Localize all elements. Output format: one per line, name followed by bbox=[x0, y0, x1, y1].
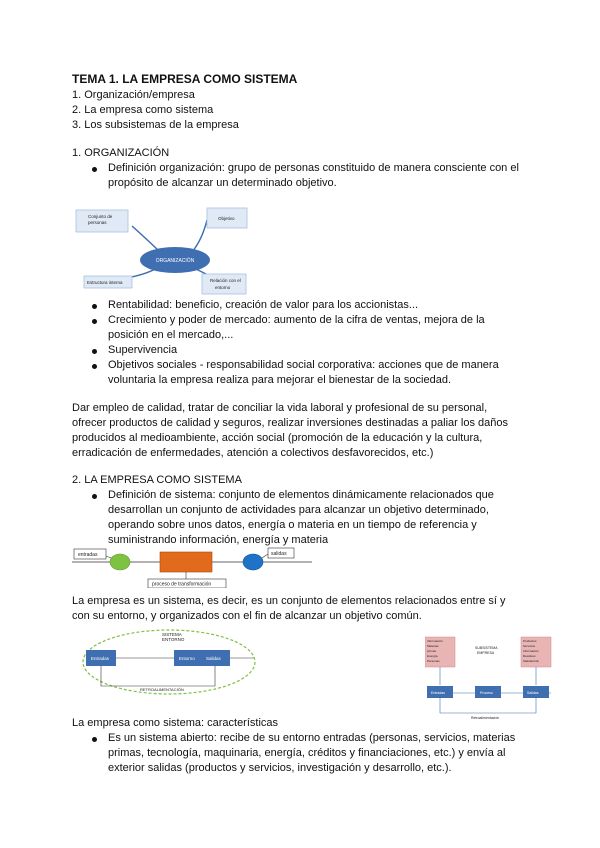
subsystem-label: SUBSISTEMA bbox=[475, 646, 498, 650]
list-item: Productos bbox=[523, 639, 537, 643]
bullet-text: primas, tecnología, maquinaria, energía, créditos y financiaciones, etc.) y envía al bbox=[108, 747, 506, 759]
input-label: entradas bbox=[78, 552, 98, 558]
bullet-dot bbox=[92, 319, 97, 324]
bullet-dot bbox=[92, 349, 97, 354]
enterprise-system-diagram bbox=[78, 628, 260, 708]
bullet-text: voluntaria la empresa realiza para mejorar el bienestar de la sociedad. bbox=[108, 374, 452, 386]
bullet-text: Objetivos sociales - responsabilidad social corporativa: acciones que de manera bbox=[108, 359, 499, 371]
section-heading: 2. LA EMPRESA COMO SISTEMA bbox=[72, 474, 242, 486]
subheading: La empresa como sistema: características bbox=[72, 717, 279, 729]
node-label: Estructura interna bbox=[87, 280, 123, 285]
bullet-dot bbox=[92, 494, 97, 499]
bullet-text: posición en el mercado,... bbox=[108, 329, 234, 341]
input-node bbox=[110, 554, 130, 570]
node-label: personas bbox=[88, 220, 107, 225]
paragraph-line: erradicación de enfermedades, atención a colectivos desfavorecidos, etc.) bbox=[72, 447, 434, 459]
toc-item: 3. Los subsistemas de la empresa bbox=[72, 119, 239, 131]
bullet-text: exterior salidas (productos y servicios, investigación y desarrollo, etc.). bbox=[108, 762, 452, 774]
paragraph-line: Dar empleo de calidad, tratar de conciliar la vida laboral y profesional de su personal, bbox=[72, 402, 488, 414]
output-node bbox=[243, 554, 263, 570]
node-label: Relación con el bbox=[210, 278, 241, 283]
feedback-label: RETROALIMENTACIÓN bbox=[140, 687, 184, 692]
list-item: Residuos bbox=[523, 654, 536, 658]
feedback-label: Retroalimentación bbox=[471, 716, 500, 720]
box-label: Proceso bbox=[480, 691, 493, 695]
definition-text: operando sobre unos datos, energía o materia en un tiempo de referencia y bbox=[108, 519, 477, 531]
box-label: Entradas bbox=[431, 691, 446, 695]
system-diagram bbox=[72, 546, 312, 588]
paragraph-line: ofrecer productos de calidad y seguros, realizar inversiones destinadas a paliar los daños bbox=[72, 417, 508, 429]
node-label: Conjunto de bbox=[88, 214, 113, 219]
definition-text: Definición de sistema: conjunto de elementos dinámicamente relacionados que bbox=[108, 489, 494, 501]
list-item: Servicios bbox=[523, 644, 536, 648]
node-environment bbox=[202, 274, 246, 294]
paragraph-line: con su entorno, y organizados con el fin de alcanzar un objetivo común. bbox=[72, 610, 422, 622]
box-label: Salidas bbox=[206, 656, 221, 661]
definition-text: Definición organización: grupo de personas constituido de manera consciente con el bbox=[108, 162, 519, 174]
list-item: Energía bbox=[427, 654, 438, 658]
list-item: Información bbox=[523, 649, 539, 653]
definition-text: desarrollan un conjunto de actividades para alcanzar un objetivo determinado, bbox=[108, 504, 489, 516]
box-label: Entradas bbox=[91, 656, 110, 661]
organization-diagram bbox=[72, 204, 262, 296]
node-label: entorno bbox=[215, 285, 231, 290]
definition-text: suministrando información, energía y materia bbox=[108, 534, 329, 546]
subsystem-label: EMPRESA bbox=[477, 651, 495, 655]
toc-item: 2. La empresa como sistema bbox=[72, 104, 214, 116]
toc-item: 1. Organización/empresa bbox=[72, 89, 195, 101]
bullet-dot bbox=[92, 364, 97, 369]
list-item: Satisfacción bbox=[523, 659, 540, 663]
list-item: Materias bbox=[427, 644, 439, 648]
node-label: Objetivo bbox=[218, 216, 235, 221]
definition-text: propósito de alcanzar un determinado objetivo. bbox=[108, 177, 337, 189]
process-label: proceso de transformación bbox=[152, 581, 212, 588]
bullet-text: Es un sistema abierto: recibe de su entorno entradas (personas, servicios, materias bbox=[108, 732, 516, 744]
list-item: primas bbox=[427, 649, 437, 653]
bullet-text: Supervivencia bbox=[108, 344, 178, 356]
list-item: Información bbox=[427, 639, 443, 643]
bullet-text: Rentabilidad: beneficio, creación de valor para los accionistas... bbox=[108, 299, 419, 311]
subsystem-diagram bbox=[425, 633, 555, 721]
output-label: salidas bbox=[271, 551, 287, 557]
box-label: Salidas bbox=[527, 691, 539, 695]
document-title: TEMA 1. LA EMPRESA COMO SISTEMA bbox=[72, 72, 298, 86]
paragraph-line: La empresa es un sistema, es decir, es un conjunto de elementos relacionados entre sí y bbox=[72, 595, 506, 607]
bullet-dot bbox=[92, 737, 97, 742]
box-label: Entorno bbox=[179, 656, 195, 661]
connector-line bbox=[192, 220, 207, 252]
paragraph-line: producidos al medioambiente, acción social (promoción de la educación y la cultura, bbox=[72, 432, 483, 444]
section-heading: 1. ORGANIZACIÓN bbox=[72, 147, 170, 159]
process-box bbox=[160, 552, 212, 572]
bullet-dot bbox=[92, 304, 97, 309]
list-item: Personas bbox=[427, 659, 440, 663]
center-label: ORGANIZACIÓN bbox=[155, 258, 195, 264]
env-label: SISTEMA bbox=[162, 632, 182, 637]
bullet-dot bbox=[92, 167, 97, 172]
bullet-text: Crecimiento y poder de mercado: aumento de la cifra de ventas, mejora de la bbox=[108, 314, 485, 326]
env-label: ENTORNO bbox=[162, 637, 185, 642]
